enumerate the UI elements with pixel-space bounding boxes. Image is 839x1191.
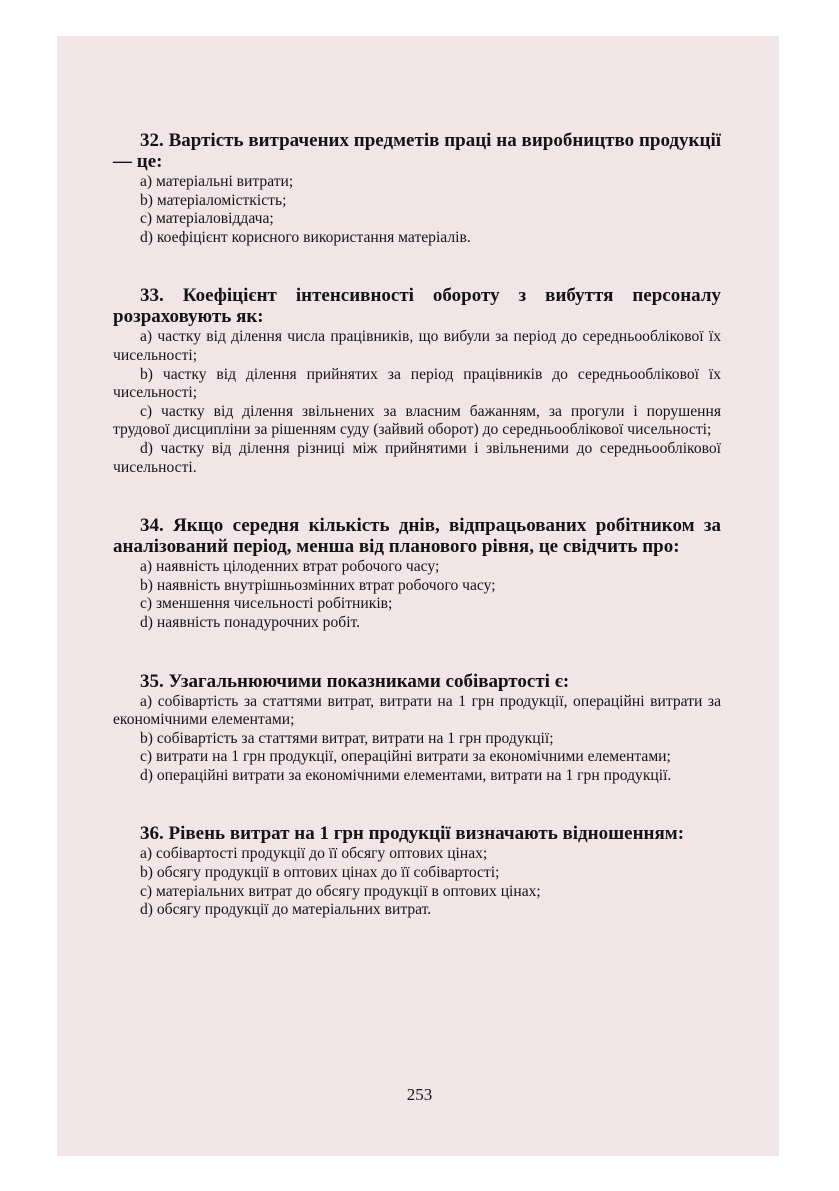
question-33: [113, 285, 721, 477]
answer-option: b) обсягу продукції в оптових цінах до її собівартості;: [140, 864, 500, 882]
answer-option: d) операційні витрати за економічними елементами, витрати на 1 грн продукції.: [140, 766, 672, 784]
question-32: [113, 130, 721, 247]
question-title: 34. Якщо середня кількість днів, відпрацьованих робітником за аналізований період, менша від планового рівня, це свідчить про:: [113, 515, 721, 558]
question-34: [113, 515, 721, 632]
answer-option: c) матеріальних витрат до обсягу продукції в оптових цінах;: [140, 882, 541, 900]
answer-option: c) матеріаловіддача;: [140, 210, 274, 228]
answer-option: c) зменшення чисельності робітників;: [140, 595, 393, 613]
question-title: 32. Вартість витрачених предметів праці на виробництво продукції — це:: [113, 130, 721, 172]
question-36: [113, 823, 721, 919]
answer-option: d) наявність понадурочних робіт.: [140, 613, 361, 631]
answer-option: b) собівартість за статтями витрат, витрати на 1 грн продукції;: [140, 729, 554, 747]
answer-option: a) наявність цілоденних втрат робочого часу;: [140, 558, 440, 576]
answer-option: b) матеріаломісткість;: [140, 191, 287, 209]
answer-options: [113, 845, 721, 919]
question-title: 36. Рівень витрат на 1 грн продукції визначають відношенням:: [140, 823, 685, 845]
answer-option: b) наявність внутрішньозмінних втрат робочого часу;: [140, 576, 496, 594]
question-title: 35. Узагальнюючими показниками собівартості є:: [140, 670, 570, 692]
page-number: 253: [406, 1085, 433, 1104]
answer-options: [113, 328, 721, 477]
question-35: [113, 671, 721, 786]
answer-option: d) частку від ділення різниці між прийнятими і звільненими до середньооблікової чисельності.: [113, 439, 721, 476]
answer-option: c) витрати на 1 грн продукції, операційні витрати за економічними елементами;: [140, 748, 671, 766]
answer-option: d) коефіцієнт корисного використання матеріалів.: [140, 228, 471, 246]
answer-option: a) собівартість за статтями витрат, витрати на 1 грн продукції, операційні витрати за економічними елементами;: [113, 692, 721, 729]
answer-option: a) собівартості продукції до її обсягу оптових цінах;: [140, 845, 488, 863]
answer-option: d) обсягу продукції до матеріальних витрат.: [140, 901, 432, 919]
answer-options: [113, 173, 721, 247]
answer-option: c) частку від ділення звільнених за власним бажанням, за прогули і порушення трудової дисципліни за рішенням суду (зайвий оборот) до середньооблікової чисельності;: [113, 402, 721, 439]
answer-option: b) частку від ділення прийнятих за період працівників до середньооблікової їх чисельності;: [113, 365, 721, 402]
question-title: 33. Коефіцієнт інтенсивності обороту з вибуття персоналу розраховують як:: [113, 285, 721, 328]
answer-options: [113, 693, 721, 786]
answer-option: a) частку від ділення числа працівників, що вибули за період до середньооблікової їх чисельності;: [113, 328, 721, 364]
answer-options: [113, 558, 721, 632]
answer-option: a) матеріальні витрати;: [140, 173, 294, 190]
page-content: [113, 130, 721, 958]
